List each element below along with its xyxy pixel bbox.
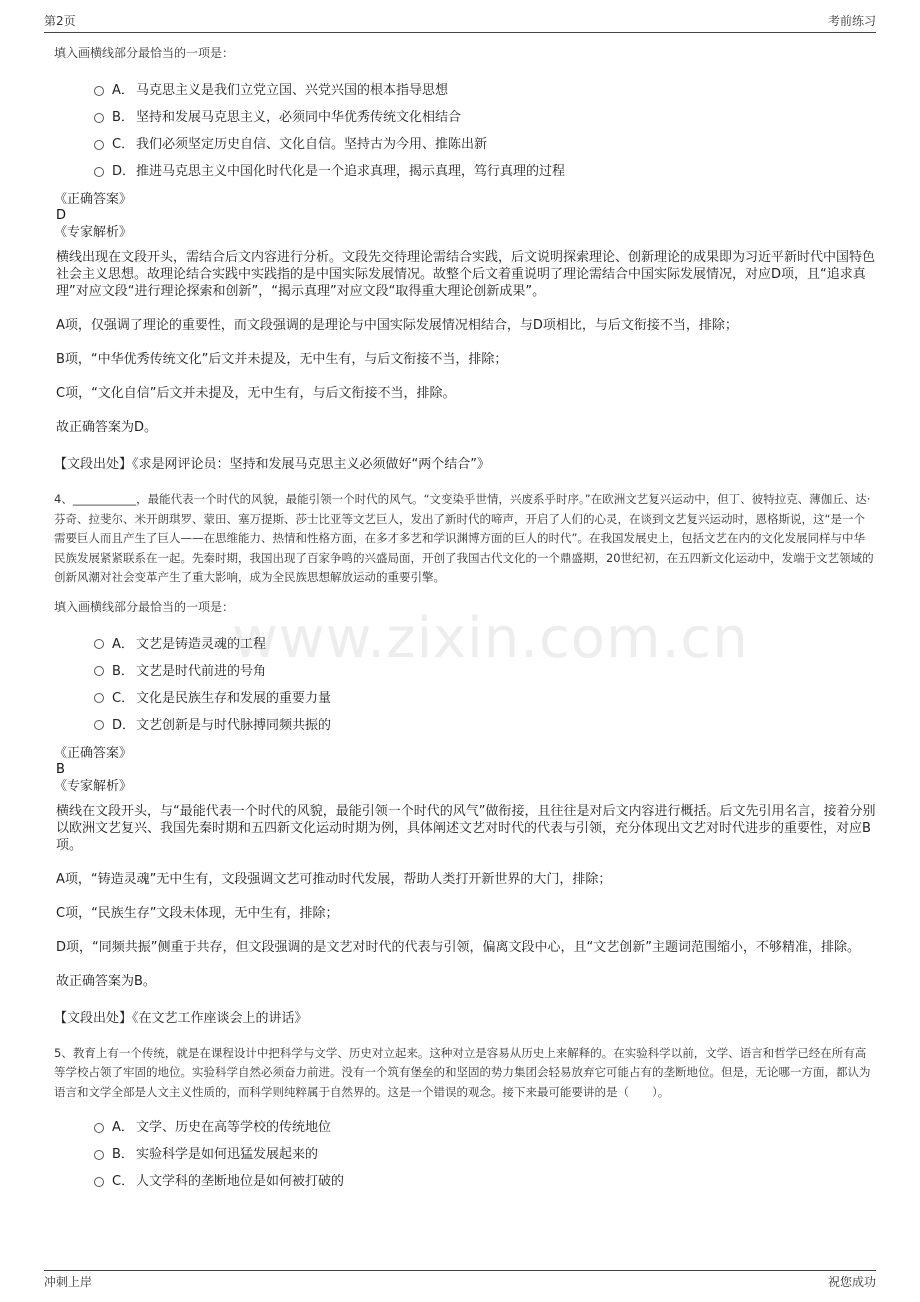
options-list bbox=[94, 629, 876, 737]
footer-right: 祝您成功 bbox=[827, 1275, 876, 1289]
option-c[interactable]: C． 我们必须坚定历史自信、文化自信。坚持古为今用、推陈出新 bbox=[94, 129, 876, 156]
radio-icon[interactable] bbox=[94, 693, 104, 703]
option-d[interactable]: D． 文艺创新是与时代脉搏同频共振的 bbox=[94, 710, 876, 737]
analysis-paragraph: 故正确答案为D。 bbox=[56, 420, 158, 435]
option-d[interactable]: D． 推进马克思主义中国化时代化是一个追求真理，揭示真理，笃行真理的过程 bbox=[94, 156, 876, 183]
question-prompt: 填入画横线部分最恰当的一项是： bbox=[54, 46, 235, 60]
option-b[interactable]: B． 坚持和发展马克思主义，必须同中华优秀传统文化相结合 bbox=[94, 102, 876, 129]
analysis-paragraph: D项，“同频共振”侧重于共存，但文段强调的是文艺对时代的代表与引领，偏离文段中心，且“文艺创新”主题词范围缩小，不够精准，排除。 bbox=[56, 939, 860, 955]
analysis-paragraph: 故正确答案为B。 bbox=[56, 973, 156, 989]
radio-icon[interactable] bbox=[94, 113, 104, 123]
radio-icon[interactable] bbox=[94, 1123, 104, 1133]
radio-icon[interactable] bbox=[94, 639, 104, 649]
answer-value: D bbox=[56, 208, 67, 223]
analysis-label: 《专家解析》 bbox=[54, 778, 133, 794]
footer-left: 冲刺上岸 bbox=[44, 1275, 93, 1289]
analysis-paragraph: C项，“文化自信”后文并未提及，无中生有，与后文衔接不当，排除。 bbox=[56, 386, 456, 401]
analysis-paragraph: 横线出现在文段开头，需结合后文内容进行分析。文段先交待理论需结合实践，后文说明探索理论、创新理论的成果即为习近平新时代中国特色社会主义思想。故理论结合实践中实践指的是中国实际发展情况。故整个后文着重说明了理论需结合中国实际发展情况，对应D项，且“追求真理”对应文段“进行理论探索和创新”，“揭示真理”对应文段“取得重大理论创新成果”。 bbox=[56, 250, 876, 299]
page-header bbox=[44, 12, 876, 33]
page-number: 第2页 bbox=[44, 14, 76, 28]
radio-icon[interactable] bbox=[94, 140, 104, 150]
option-a[interactable]: A． 文学、历史在高等学校的传统地位 bbox=[94, 1112, 876, 1139]
analysis-paragraph: A项，“铸造灵魂”无中生有，文段强调文艺可推动时代发展，帮助人类打开新世界的大门，排除； bbox=[56, 871, 612, 887]
options-list bbox=[94, 75, 876, 183]
answer-value: B bbox=[56, 761, 65, 777]
option-a[interactable]: A． 马克思主义是我们立党立国、兴党兴国的根本指导思想 bbox=[94, 75, 876, 102]
option-b[interactable]: B． 实验科学是如何迅猛发展起来的 bbox=[94, 1139, 876, 1166]
analysis-paragraph: B项，“中华优秀传统文化”后文并未提及，无中生有，与后文衔接不当，排除； bbox=[56, 352, 508, 367]
radio-icon[interactable] bbox=[94, 86, 104, 96]
option-b[interactable]: B． 文艺是时代前进的号角 bbox=[94, 656, 876, 683]
radio-icon[interactable] bbox=[94, 666, 104, 676]
page-content bbox=[54, 44, 876, 1201]
option-c[interactable]: C． 人文学科的垄断地位是如何被打破的 bbox=[94, 1166, 876, 1193]
question-text: 5、教育上有一个传统，就是在课程设计中把科学与文学、历史对立起来。这种对立是容易从历史上来解释的。在实验科学以前，文学、语言和哲学已经在所有高等学校占领了牢固的地位。实验科学自然必须奋力前进。没有一个筑有堡垒的和坚固的势力集团会轻易放弃它可能占有的垄断地位。但是，无论哪一方面，都认为语言和文学全部是人文主义性质的，而科学则纯粹属于自然界的。这是一个错误的观念。接下来最可能要讲的是（ ）。 bbox=[54, 1045, 871, 1099]
option-c[interactable]: C． 文化是民族生存和发展的重要力量 bbox=[94, 683, 876, 710]
options-list bbox=[94, 1112, 876, 1193]
answer-label: 《正确答案》 bbox=[54, 192, 133, 207]
question-prompt: 填入画横线部分最恰当的一项是： bbox=[54, 599, 235, 614]
page-footer bbox=[44, 1270, 876, 1293]
header-title: 考前练习 bbox=[827, 14, 876, 28]
answer-label: 《正确答案》 bbox=[54, 745, 133, 761]
analysis-paragraph: 横线在文段开头，与“最能代表一个时代的风貌，最能引领一个时代的风气”做衔接，且往往是对后文内容进行概括。后文先引用名言，接着分别以欧洲文艺复兴、我国先秦时期和五四新文化运动时期为例，具体阐述文艺对时代的代表与引领，充分体现出文艺对时代进步的重要性，对应B项。 bbox=[56, 803, 876, 853]
question-text: 4、___________，最能代表一个时代的风貌，最能引领一个时代的风气。“文变染乎世情，兴废系乎时序。”在欧洲文艺复兴运动中，但丁、彼特拉克、薄伽丘、达·芬奇、拉斐尔、米开朗琪罗、蒙田、塞万提斯、莎士比亚等文艺巨人，发出了新时代的啼声，开启了人们的心灵，在谈到文艺复兴运动时，恩格斯说，这“是一个需要巨人而且产生了巨人——在思维能力、热情和性格方面，在多才多艺和学识渊博方面的巨人的时代”。在我国发展史上，包括文艺在内的文化发展同样与中华民族发展紧紧联系在一起。先秦时期，我国出现了百家争鸣的兴盛局面，开创了我国古代文化的一个鼎盛期，20世纪初，在五四新文化运动中，发端于文艺领域的创新风潮对社会变革产生了重大影响，成为全民族思想解放运动的重要引擎。 bbox=[54, 492, 874, 584]
watermark: www.zixin.com.cn bbox=[232, 606, 749, 671]
source-citation: 【文段出处】《在文艺工作座谈会上的讲话》 bbox=[54, 1010, 308, 1026]
radio-icon[interactable] bbox=[94, 1150, 104, 1160]
analysis-label: 《专家解析》 bbox=[54, 225, 133, 240]
option-a[interactable]: A． 文艺是铸造灵魂的工程 bbox=[94, 629, 876, 656]
radio-icon[interactable] bbox=[94, 720, 104, 730]
radio-icon[interactable] bbox=[94, 167, 104, 177]
source-citation: 【文段出处】《求是网评论员：坚持和发展马克思主义必须做好“两个结合”》 bbox=[54, 457, 490, 472]
analysis-paragraph: C项，“民族生存”文段未体现，无中生有，排除； bbox=[56, 905, 339, 921]
analysis-paragraph: A项，仅强调了理论的重要性，而文段强调的是理论与中国实际发展情况相结合，与D项相比，与后文衔接不当，排除； bbox=[56, 318, 738, 333]
radio-icon[interactable] bbox=[94, 1177, 104, 1187]
